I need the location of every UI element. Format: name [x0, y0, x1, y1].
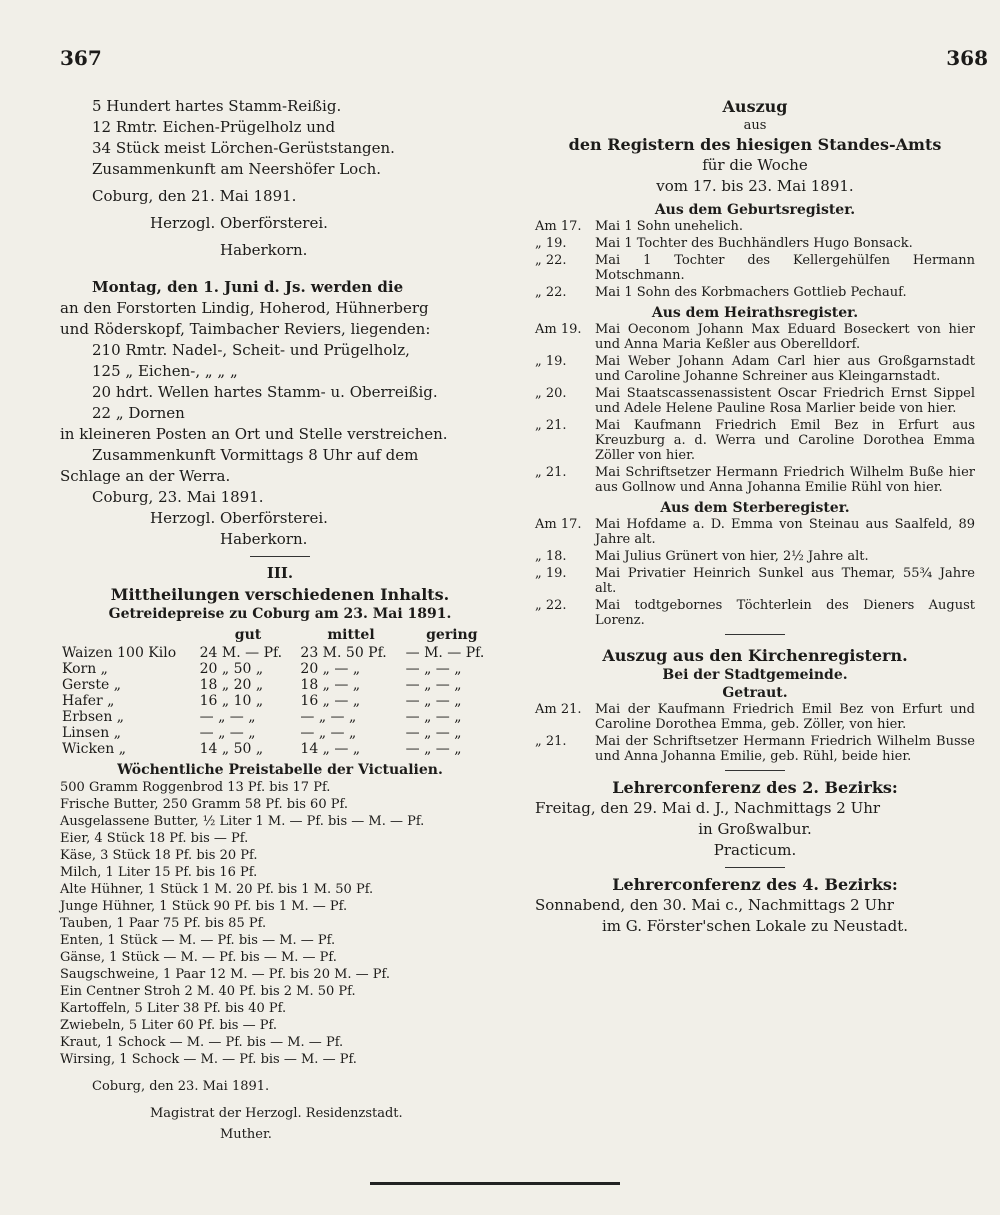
section-title: Mittheilungen verschiedenen Inhalts. [110, 585, 450, 604]
register-title: Auszug [722, 97, 788, 116]
left-page-number: 367 [60, 46, 102, 70]
conference-2-line: Practicum. [713, 841, 797, 859]
divider [725, 867, 785, 868]
entry-date: Am 19. [535, 322, 582, 337]
death-register [535, 517, 975, 628]
grain-price-table [60, 627, 500, 757]
grain-price-gut: 14 „ 50 „ [199, 741, 264, 757]
notice-date: Coburg, 23. Mai 1891. [92, 488, 264, 506]
register-title-main: den Registern des hiesigen Standes-Amts [568, 135, 942, 154]
entry-date: „ 21. [535, 734, 567, 749]
grain-price-gut: 16 „ 10 „ [199, 693, 264, 709]
divider [250, 556, 310, 557]
list-item: Alte Hühner, 1 Stück 1 M. 20 Pf. bis 1 M. 50 Pf. [60, 882, 374, 897]
entry-text: Mai Oeconom Johann Max Eduard Boseckert von hier und Anna Maria Keßler aus Oberelldorf. [595, 322, 975, 352]
entry-text: Mai Privatier Heinrich Sunkel aus Themar, 55¾ Jahre alt. [595, 566, 975, 596]
notice-item: 125 „ Eichen-, „ „ „ [92, 362, 238, 380]
notice-intro-line: an den Forstorten Lindig, Hoherod, Hühnerberg [60, 299, 429, 317]
forest-notice-2 [60, 277, 500, 550]
list-item [535, 517, 975, 547]
divider [725, 770, 785, 771]
entry-text: Mai Julius Grünert von hier, 2½ Jahre alt. [595, 549, 869, 564]
grain-name: Korn „ [62, 661, 108, 677]
entry-date: Am 17. [535, 517, 582, 532]
grain-name: Gerste „ [62, 677, 121, 693]
entry-date: „ 19. [535, 354, 567, 369]
notice-item: 22 „ Dornen [92, 404, 185, 422]
grain-name: Erbsen „ [62, 709, 125, 725]
list-item: Enten, 1 Stück — M. — Pf. bis — M. — Pf. [60, 933, 336, 948]
grain-price-gut: 20 „ 50 „ [199, 661, 264, 677]
notice-authority: Herzogl. Oberförsterei. [150, 214, 328, 232]
grain-price-mittel: — „ — „ [300, 725, 357, 741]
list-item [535, 566, 975, 596]
register-title-range: vom 17. bis 23. Mai 1891. [656, 177, 854, 195]
grain-name: Hafer „ [62, 693, 115, 709]
grain-name: Linsen „ [62, 725, 121, 741]
grain-price-mittel: 16 „ — „ [300, 693, 361, 709]
register-title-week: für die Woche [702, 156, 808, 174]
entry-date: „ 21. [535, 418, 567, 433]
conference-4-line: im G. Förster'schen Lokale zu Neustadt. [601, 917, 909, 935]
list-item [535, 236, 975, 251]
entry-text: Mai Schriftsetzer Hermann Friedrich Wilhelm Buße hier aus Gollnow und Anna Johanna Emilie Rühl von hier. [595, 465, 975, 495]
notice-item: 210 Rmtr. Nadel-, Scheit- und Prügelholz, [92, 341, 410, 359]
list-item: Gänse, 1 Stück — M. — Pf. bis — M. — Pf. [60, 950, 337, 965]
list-item [535, 418, 975, 463]
entry-date: „ 22. [535, 598, 567, 613]
list-item [535, 465, 975, 495]
church-register [535, 702, 975, 764]
list-item: Ausgelassene Butter, ½ Liter 1 M. — Pf. bis — M. — Pf. [60, 814, 425, 829]
divider [725, 634, 785, 635]
victuals-title: Wöchentliche Preistabelle der Victualien. [117, 762, 443, 778]
list-item: Zwiebeln, 5 Liter 60 Pf. bis — Pf. [60, 1018, 277, 1033]
magistrate: Magistrat der Herzogl. Residenzstadt. [150, 1106, 403, 1121]
entry-text: Mai 1 Tochter des Kellergehülfen Hermann Motschmann. [595, 253, 975, 283]
conference-4-line: Sonnabend, den 30. Mai c., Nachmittags 2 Uhr [535, 896, 894, 914]
birth-register-title: Aus dem Geburtsregister. [654, 202, 856, 218]
entry-text: Mai Kaufmann Friedrich Emil Bez in Erfurt aus Kreuzburg a. d. Werra und Caroline Dorothea Emma Zöller von hier. [595, 418, 975, 463]
notice-signature: Haberkorn. [220, 530, 308, 548]
list-item: Ein Centner Stroh 2 M. 40 Pf. bis 2 M. 50 Pf. [60, 984, 356, 999]
list-item: Wirsing, 1 Schock — M. — Pf. bis — M. — Pf. [60, 1052, 357, 1067]
notice-item: 20 hdrt. Wellen hartes Stamm- u. Oberreißig. [92, 383, 438, 401]
grain-price-gut: — „ — „ [199, 709, 256, 725]
entry-date: „ 22. [535, 253, 567, 268]
grain-price-gut: 24 M. — Pf. [199, 645, 283, 661]
entry-date: „ 21. [535, 465, 567, 480]
notice-line: 5 Hundert hartes Stamm-Reißig. [92, 97, 342, 115]
list-item: Saugschweine, 1 Paar 12 M. — Pf. bis 20 M. — Pf. [60, 967, 391, 982]
birth-register [535, 219, 975, 300]
section-number: III. [266, 564, 294, 582]
list-item [535, 322, 975, 352]
entry-date: „ 18. [535, 549, 567, 564]
entry-date: „ 19. [535, 236, 567, 251]
entry-text: Mai der Kaufmann Friedrich Emil Bez von Erfurt und Caroline Dorothea Emma, geb. Zöller, von hier. [595, 702, 975, 732]
entry-text: Mai 1 Sohn des Korbmachers Gottlieb Pechauf. [595, 285, 907, 300]
list-item [535, 219, 975, 234]
list-item [535, 702, 975, 732]
grain-price-gut: — „ — „ [199, 725, 256, 741]
parish-title: Bei der Stadtgemeinde. [662, 667, 848, 683]
grain-name: Waizen 100 Kilo [62, 645, 177, 661]
magistrate-signature: Muther. [220, 1127, 272, 1142]
left-column [60, 96, 500, 1143]
entry-text: Mai todtgebornes Töchterlein des Dieners August Lorenz. [595, 598, 975, 628]
entry-date: Am 17. [535, 219, 582, 234]
list-item: Junge Hühner, 1 Stück 90 Pf. bis 1 M. — Pf. [60, 899, 348, 914]
list-item [535, 285, 975, 300]
grain-price-gering: — „ — „ [405, 741, 462, 757]
notice-line: Zusammenkunft am Neershöfer Loch. [92, 160, 382, 178]
victuals-date: Coburg, den 23. Mai 1891. [92, 1079, 270, 1094]
list-item [535, 549, 975, 564]
entry-date: „ 20. [535, 386, 567, 401]
grain-price-gering: — „ — „ [405, 725, 462, 741]
grain-prices-title: Getreidepreise zu Coburg am 23. Mai 1891. [108, 606, 452, 622]
grain-name: Wicken „ [62, 741, 126, 757]
grain-price-mittel: 23 M. 50 Pf. [300, 645, 387, 661]
forest-notice-1 [60, 96, 500, 261]
list-item: Milch, 1 Liter 15 Pf. bis 16 Pf. [60, 865, 258, 880]
notice-intro-line: und Röderskopf, Taimbacher Reviers, liegenden: [60, 320, 431, 338]
list-item: Kartoffeln, 5 Liter 38 Pf. bis 40 Pf. [60, 1001, 287, 1016]
grain-header-gut: gut [234, 627, 262, 643]
list-item: 500 Gramm Roggenbrod 13 Pf. bis 17 Pf. [60, 780, 331, 795]
table-row [60, 709, 500, 725]
grain-price-gering: — „ — „ [405, 693, 462, 709]
death-register-title: Aus dem Sterberegister. [660, 500, 850, 516]
grain-price-gering: — M. — Pf. [405, 645, 485, 661]
grain-price-mittel: 18 „ — „ [300, 677, 361, 693]
list-item [535, 734, 975, 764]
grain-price-mittel: 20 „ — „ [300, 661, 361, 677]
church-register-title: Auszug aus den Kirchenregistern. [602, 646, 908, 665]
list-item: Käse, 3 Stück 18 Pf. bis 20 Pf. [60, 848, 258, 863]
table-row [60, 693, 500, 709]
notice-date: Coburg, den 21. Mai 1891. [92, 187, 297, 205]
entry-date: „ 19. [535, 566, 567, 581]
notice-intro-line: Montag, den 1. Juni d. Js. werden die [92, 278, 404, 296]
entry-text: Mai Hofdame a. D. Emma von Steinau aus Saalfeld, 89 Jahre alt. [595, 517, 975, 547]
grain-price-gut: 18 „ 20 „ [199, 677, 264, 693]
grain-header-blank [60, 627, 198, 645]
married-title: Getraut. [722, 685, 788, 701]
notice-closing: Schlage an der Werra. [60, 467, 231, 485]
entry-text: Mai der Schriftsetzer Hermann Friedrich Wilhelm Busse und Anna Johanna Emilie, geb. Rühl, beide hier. [595, 734, 975, 764]
list-item [535, 386, 975, 416]
grain-price-gering: — „ — „ [405, 661, 462, 677]
list-item: Kraut, 1 Schock — M. — Pf. bis — M. — Pf. [60, 1035, 344, 1050]
list-item [535, 253, 975, 283]
table-row [60, 677, 500, 693]
table-row [60, 645, 500, 661]
victuals-list [60, 779, 500, 1068]
table-row [60, 661, 500, 677]
entry-text: Mai Weber Johann Adam Carl hier aus Großgarnstadt und Caroline Johanne Schreiner aus Kleingarnstadt. [595, 354, 975, 384]
grain-table-header [60, 627, 500, 645]
grain-price-mittel: — „ — „ [300, 709, 357, 725]
entry-text: Mai Staatscassenassistent Oscar Friedrich Ernst Sippel und Adele Helene Pauline Rosa Marlier beide von hier. [595, 386, 975, 416]
notice-line: 12 Rmtr. Eichen-Prügelholz und [92, 118, 336, 136]
table-row [60, 741, 500, 757]
right-page-number: 368 [946, 46, 988, 70]
grain-header-mittel: mittel [327, 627, 375, 643]
entry-text: Mai 1 Tochter des Buchhändlers Hugo Bonsack. [595, 236, 913, 251]
list-item: Eier, 4 Stück 18 Pf. bis — Pf. [60, 831, 249, 846]
table-row [60, 725, 500, 741]
grain-header-gering: gering [426, 627, 478, 643]
grain-price-gering: — „ — „ [405, 709, 462, 725]
grain-price-gering: — „ — „ [405, 677, 462, 693]
conference-4-title: Lehrerconferenz des 4. Bezirks: [612, 875, 898, 894]
conference-2-line: Freitag, den 29. Mai d. J., Nachmittags 2 Uhr [535, 799, 881, 817]
right-column [535, 96, 975, 937]
marriage-register-title: Aus dem Heirathsregister. [651, 305, 859, 321]
conference-2-title: Lehrerconferenz des 2. Bezirks: [612, 778, 898, 797]
entry-date: „ 22. [535, 285, 567, 300]
notice-closing: Zusammenkunft Vormittags 8 Uhr auf dem [92, 446, 419, 464]
grain-price-mittel: 14 „ — „ [300, 741, 361, 757]
list-item: Tauben, 1 Paar 75 Pf. bis 85 Pf. [60, 916, 267, 931]
entry-text: Mai 1 Sohn unehelich. [595, 219, 743, 234]
notice-closing: in kleineren Posten an Ort und Stelle verstreichen. [60, 425, 448, 443]
notice-signature: Haberkorn. [220, 241, 308, 259]
entry-date: Am 21. [535, 702, 582, 717]
conference-2-line: in Großwalbur. [698, 820, 812, 838]
list-item: Frische Butter, 250 Gramm 58 Pf. bis 60 Pf. [60, 797, 348, 812]
register-title-aus: aus [743, 118, 767, 133]
notice-line: 34 Stück meist Lörchen-Gerüststangen. [92, 139, 395, 157]
list-item [535, 598, 975, 628]
marriage-register [535, 322, 975, 495]
bottom-rule [370, 1182, 620, 1185]
list-item [535, 354, 975, 384]
notice-authority: Herzogl. Oberförsterei. [150, 509, 328, 527]
